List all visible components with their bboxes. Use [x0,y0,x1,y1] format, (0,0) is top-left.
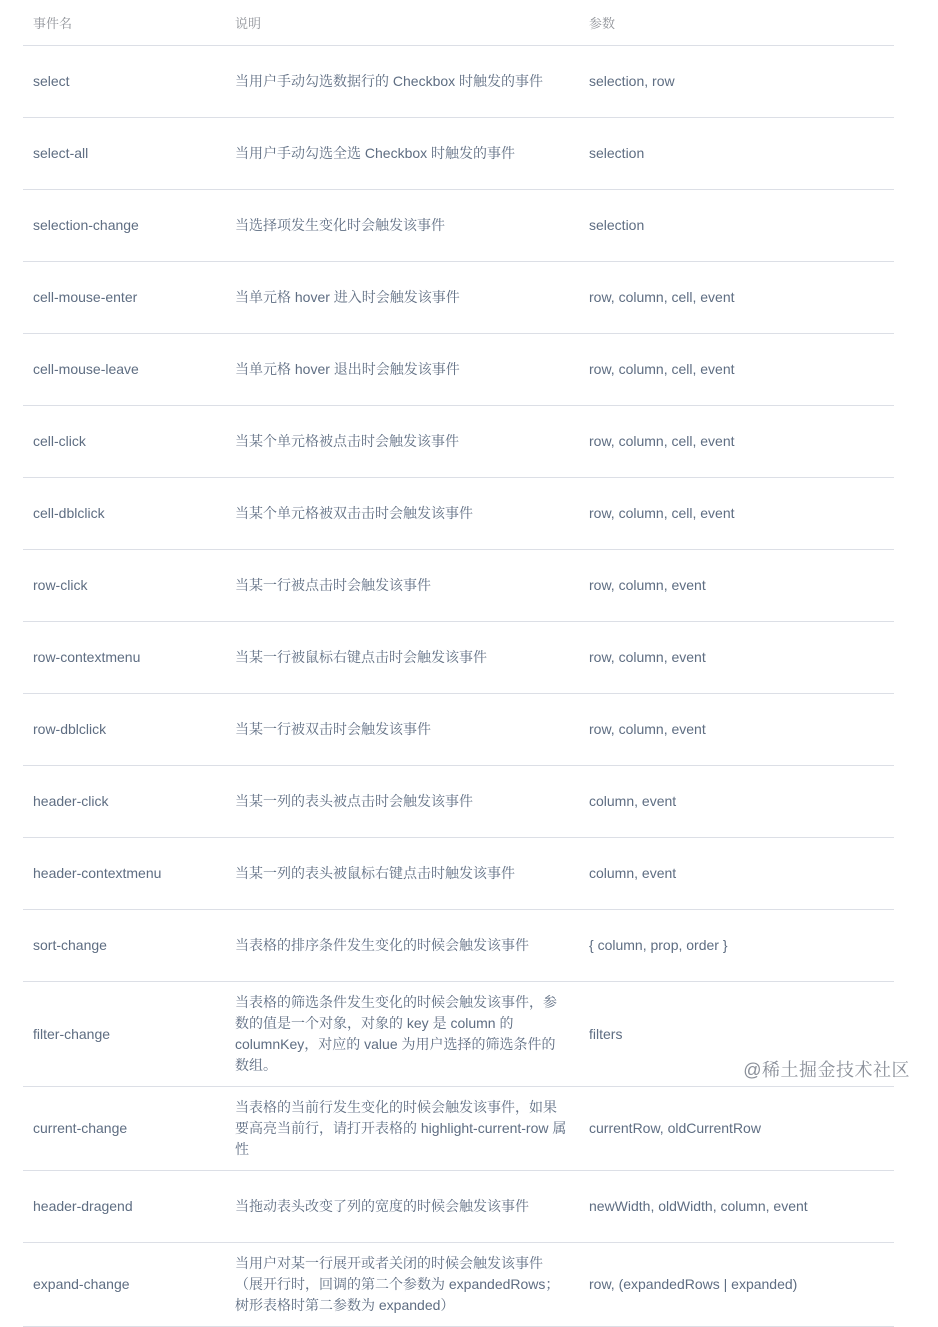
table-row [23,334,894,406]
event-name-cell: selection-change [23,190,225,262]
event-name-cell: cell-mouse-enter [23,262,225,334]
event-params-cell: newWidth, oldWidth, column, event [579,1171,894,1243]
event-description-cell: 当表格的筛选条件发生变化的时候会触发该事件，参数的值是一个对象，对象的 key 是 column 的 columnKey，对应的 value 为用户选择的筛选条件的数组。 [225,982,579,1087]
events-table [23,0,894,1327]
table-row [23,478,894,550]
event-description-cell: 当用户对某一行展开或者关闭的时候会触发该事件（展开行时，回调的第二个参数为 expandedRows；树形表格时第二参数为 expanded） [225,1243,579,1327]
event-description-cell: 当单元格 hover 退出时会触发该事件 [225,334,579,406]
table-row [23,838,894,910]
event-name-cell: header-contextmenu [23,838,225,910]
table-row [23,118,894,190]
event-params-cell: row, column, cell, event [579,262,894,334]
table-body [23,46,894,1327]
event-params-cell: row, column, cell, event [579,406,894,478]
watermark: @稀土掘金技术社区 [743,1060,910,1080]
event-name-cell: current-change [23,1087,225,1171]
table-row [23,622,894,694]
event-name-cell: cell-mouse-leave [23,334,225,406]
event-params-cell: currentRow, oldCurrentRow [579,1087,894,1171]
table-row [23,46,894,118]
table-row [23,694,894,766]
event-description-cell: 当某一列的表头被点击时会触发该事件 [225,766,579,838]
event-description-cell: 当某一列的表头被鼠标右键点击时触发该事件 [225,838,579,910]
event-params-cell: column, event [579,838,894,910]
event-name-cell: header-click [23,766,225,838]
table-row [23,550,894,622]
event-description-cell: 当用户手动勾选数据行的 Checkbox 时触发的事件 [225,46,579,118]
event-name-cell: expand-change [23,1243,225,1327]
event-description-cell: 当某个单元格被双击击时会触发该事件 [225,478,579,550]
event-params-cell: selection, row [579,46,894,118]
table-row [23,1171,894,1243]
table-header [23,0,894,46]
event-params-cell: column, event [579,766,894,838]
table-row [23,190,894,262]
event-params-cell: row, column, cell, event [579,478,894,550]
event-name-cell: cell-click [23,406,225,478]
event-params-cell: row, column, event [579,694,894,766]
table-row [23,910,894,982]
header-row [23,0,894,46]
table-row [23,1243,894,1327]
event-description-cell: 当拖动表头改变了列的宽度的时候会触发该事件 [225,1171,579,1243]
event-description-cell: 当表格的当前行发生变化的时候会触发该事件，如果要高亮当前行，请打开表格的 highlight-current-row 属性 [225,1087,579,1171]
event-name-cell: row-dblclick [23,694,225,766]
event-description-cell: 当某个单元格被点击时会触发该事件 [225,406,579,478]
table-row [23,766,894,838]
event-description-cell: 当某一行被鼠标右键点击时会触发该事件 [225,622,579,694]
table-row [23,262,894,334]
event-name-cell: row-click [23,550,225,622]
event-name-cell: sort-change [23,910,225,982]
event-params-cell: selection [579,118,894,190]
event-description-cell: 当某一行被双击时会触发该事件 [225,694,579,766]
event-params-cell: row, column, event [579,622,894,694]
event-name-cell: row-contextmenu [23,622,225,694]
event-description-cell: 当选择项发生变化时会触发该事件 [225,190,579,262]
header-event-name: 事件名 [23,0,225,46]
event-name-cell: header-dragend [23,1171,225,1243]
event-name-cell: select [23,46,225,118]
event-name-cell: filter-change [23,982,225,1087]
header-params: 参数 [579,0,894,46]
header-description: 说明 [225,0,579,46]
event-params-cell: row, column, event [579,550,894,622]
event-params-cell: row, column, cell, event [579,334,894,406]
event-name-cell: cell-dblclick [23,478,225,550]
event-params-cell: filters [579,982,894,1087]
table-row [23,406,894,478]
event-name-cell: select-all [23,118,225,190]
event-params-cell: selection [579,190,894,262]
table-row [23,1087,894,1171]
event-description-cell: 当表格的排序条件发生变化的时候会触发该事件 [225,910,579,982]
event-params-cell: row, (expandedRows | expanded) [579,1243,894,1327]
event-description-cell: 当单元格 hover 进入时会触发该事件 [225,262,579,334]
event-description-cell: 当某一行被点击时会触发该事件 [225,550,579,622]
event-params-cell: { column, prop, order } [579,910,894,982]
event-description-cell: 当用户手动勾选全选 Checkbox 时触发的事件 [225,118,579,190]
